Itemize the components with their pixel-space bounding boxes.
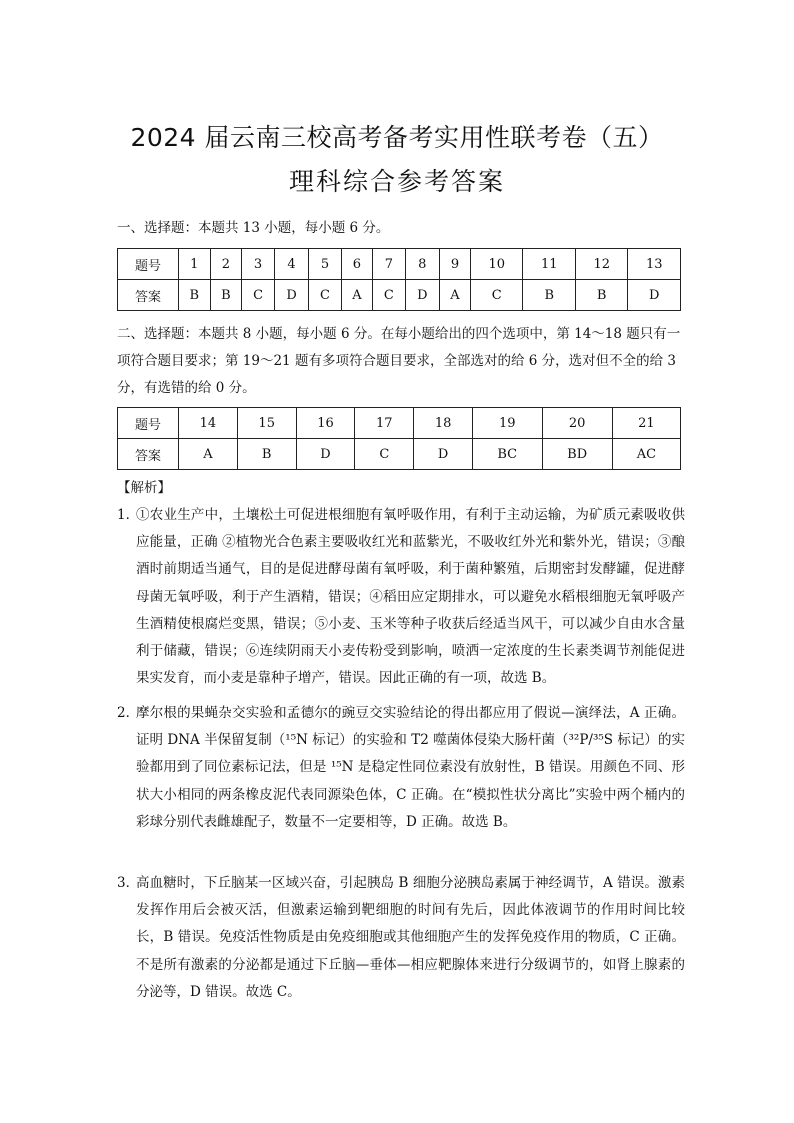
explanation-text: 高血糖时，下丘脑某一区域兴奋，引起胰岛 B 细胞分泌胰岛素属于神经调节，A 错误。激素发挥作用后会被灭活，但激素运输到靶细胞的时间有先后，因此体液调节的作用时间比较长，B 错误。免疫活性物质是由免疫细胞或其他细胞产生的发挥免疫作用的物质，C 正确。不是所有激素的分泌都是通过下丘脑—垂体—相应靶腺体来进行分级调节的，如肾上腺素的分泌等，D 错误。故选 C。 — [136, 875, 685, 1000]
answer-table-2 — [117, 407, 681, 470]
table-cell: 13 — [628, 249, 681, 280]
table-cell: 4 — [274, 249, 308, 280]
table-cell: 15 — [237, 408, 296, 439]
table-cell: 11 — [523, 249, 575, 280]
table-cell: 21 — [612, 408, 680, 439]
table-cell: A — [179, 439, 238, 470]
table-cell: B — [179, 280, 211, 311]
table-cell: 9 — [439, 249, 470, 280]
table-cell: 7 — [372, 249, 405, 280]
table-row-answers — [118, 439, 681, 470]
table-row-questions — [118, 408, 681, 439]
page-subtitle: 理科综合参考答案 — [288, 167, 505, 196]
table-cell: 19 — [472, 408, 542, 439]
table-cell: 14 — [179, 408, 238, 439]
table-cell: BC — [472, 439, 542, 470]
table-cell: A — [341, 280, 372, 311]
section1-heading: 一、选择题：本题共 13 小题，每小题 6 分。 — [117, 220, 390, 236]
table-cell: B — [575, 280, 627, 311]
table-cell: BD — [542, 439, 612, 470]
table-row-label: 答案 — [118, 439, 179, 470]
table-cell: 3 — [242, 249, 275, 280]
table-cell: D — [628, 280, 681, 311]
table-cell: B — [523, 280, 575, 311]
table-row-label: 答案 — [118, 280, 179, 311]
table-cell: 5 — [309, 249, 342, 280]
explanation-text: ①农业生产中，土壤松土可促进根细胞有氧呼吸作用，有利于主动运输，为矿质元素吸收供应能量，正确 ②植物光合色素主要吸收红光和蓝紫光，不吸收红外光和紫外光，错误；③酿酒时前期适当通气，目的是促进酵母菌有氧呼吸，利于菌种繁殖，后期密封发酵罐，促进酵母菌无氧呼吸，利于产生酒精，错误；④稻田应定期排水，可以避免水稻根细胞无氧呼吸产生酒精使根腐烂变黑，错误；⑤小麦、玉米等种子收获后经适当风干，可以减少自由水含量利于储藏，错误；⑥连续阴雨天小麦传粉受到影响，喷洒一定浓度的生长素类调节剂能促进果实发育，而小麦是靠种子增产，错误。因此正确的有一项，故选 B。 — [136, 507, 685, 687]
table-cell: C — [309, 280, 342, 311]
table-cell: 18 — [414, 408, 473, 439]
page-title: 2024 届云南三校高考备考实用性联考卷（五） — [130, 123, 664, 152]
table-cell: D — [296, 439, 355, 470]
table-cell: 2 — [210, 249, 242, 280]
table-cell: D — [405, 280, 439, 311]
table-cell: C — [355, 439, 414, 470]
analysis-label: 【解析】 — [117, 480, 171, 496]
table-cell: 16 — [296, 408, 355, 439]
table-cell: 20 — [542, 408, 612, 439]
explanation-item — [117, 502, 685, 692]
table-cell: 6 — [341, 249, 372, 280]
explanation-item — [117, 700, 685, 836]
answer-table-1 — [117, 248, 681, 311]
table-cell: 10 — [471, 249, 523, 280]
table-cell: A — [439, 280, 470, 311]
explanation-number: 3． — [117, 875, 140, 891]
table-cell: 1 — [179, 249, 211, 280]
explanation-number: 1． — [117, 507, 140, 523]
section2-heading: 二、选择题：本题共 8 小题，每小题 6 分。在每小题给出的四个选项中，第 14～18 题只有一项符合题目要求；第 19～21 题有多项符合题目要求，全部选对的给 6 分，选对但不全的给 3 分，有选错的给 0 分。 — [117, 326, 681, 396]
explanation-text: 摩尔根的果蝇杂交实验和孟德尔的豌豆交实验结论的得出都应用了假说—演绎法，A 正确。证明 DNA 半保留复制（¹⁵N 标记）的实验和 T2 噬菌体侵染大肠杆菌（³²P/³⁵S 标记）的实验都用到了同位素标记法，但是 ¹⁵N 是稳定性同位素没有放射性，B 错误。用颜色不同、形状大小相同的两条橡皮泥代表同源染色体，C 正确。在“模拟性状分离比”实验中两个桶内的彩球分别代表雌雄配子，数量不一定要相等，D 正确。故选 B。 — [136, 705, 685, 830]
table-cell: C — [471, 280, 523, 311]
table-cell: B — [237, 439, 296, 470]
explanation-number: 2． — [117, 705, 140, 721]
table-cell: C — [372, 280, 405, 311]
table-row-answers — [118, 280, 681, 311]
table-cell: 8 — [405, 249, 439, 280]
table-cell: C — [242, 280, 275, 311]
table-cell: D — [274, 280, 308, 311]
table-row-label: 题号 — [118, 249, 179, 280]
table-cell: B — [210, 280, 242, 311]
table-row-questions — [118, 249, 681, 280]
table-cell: 12 — [575, 249, 627, 280]
table-cell: AC — [612, 439, 680, 470]
table-row-label: 题号 — [118, 408, 179, 439]
explanation-item — [117, 870, 685, 1006]
table-cell: 17 — [355, 408, 414, 439]
table-cell: D — [414, 439, 473, 470]
